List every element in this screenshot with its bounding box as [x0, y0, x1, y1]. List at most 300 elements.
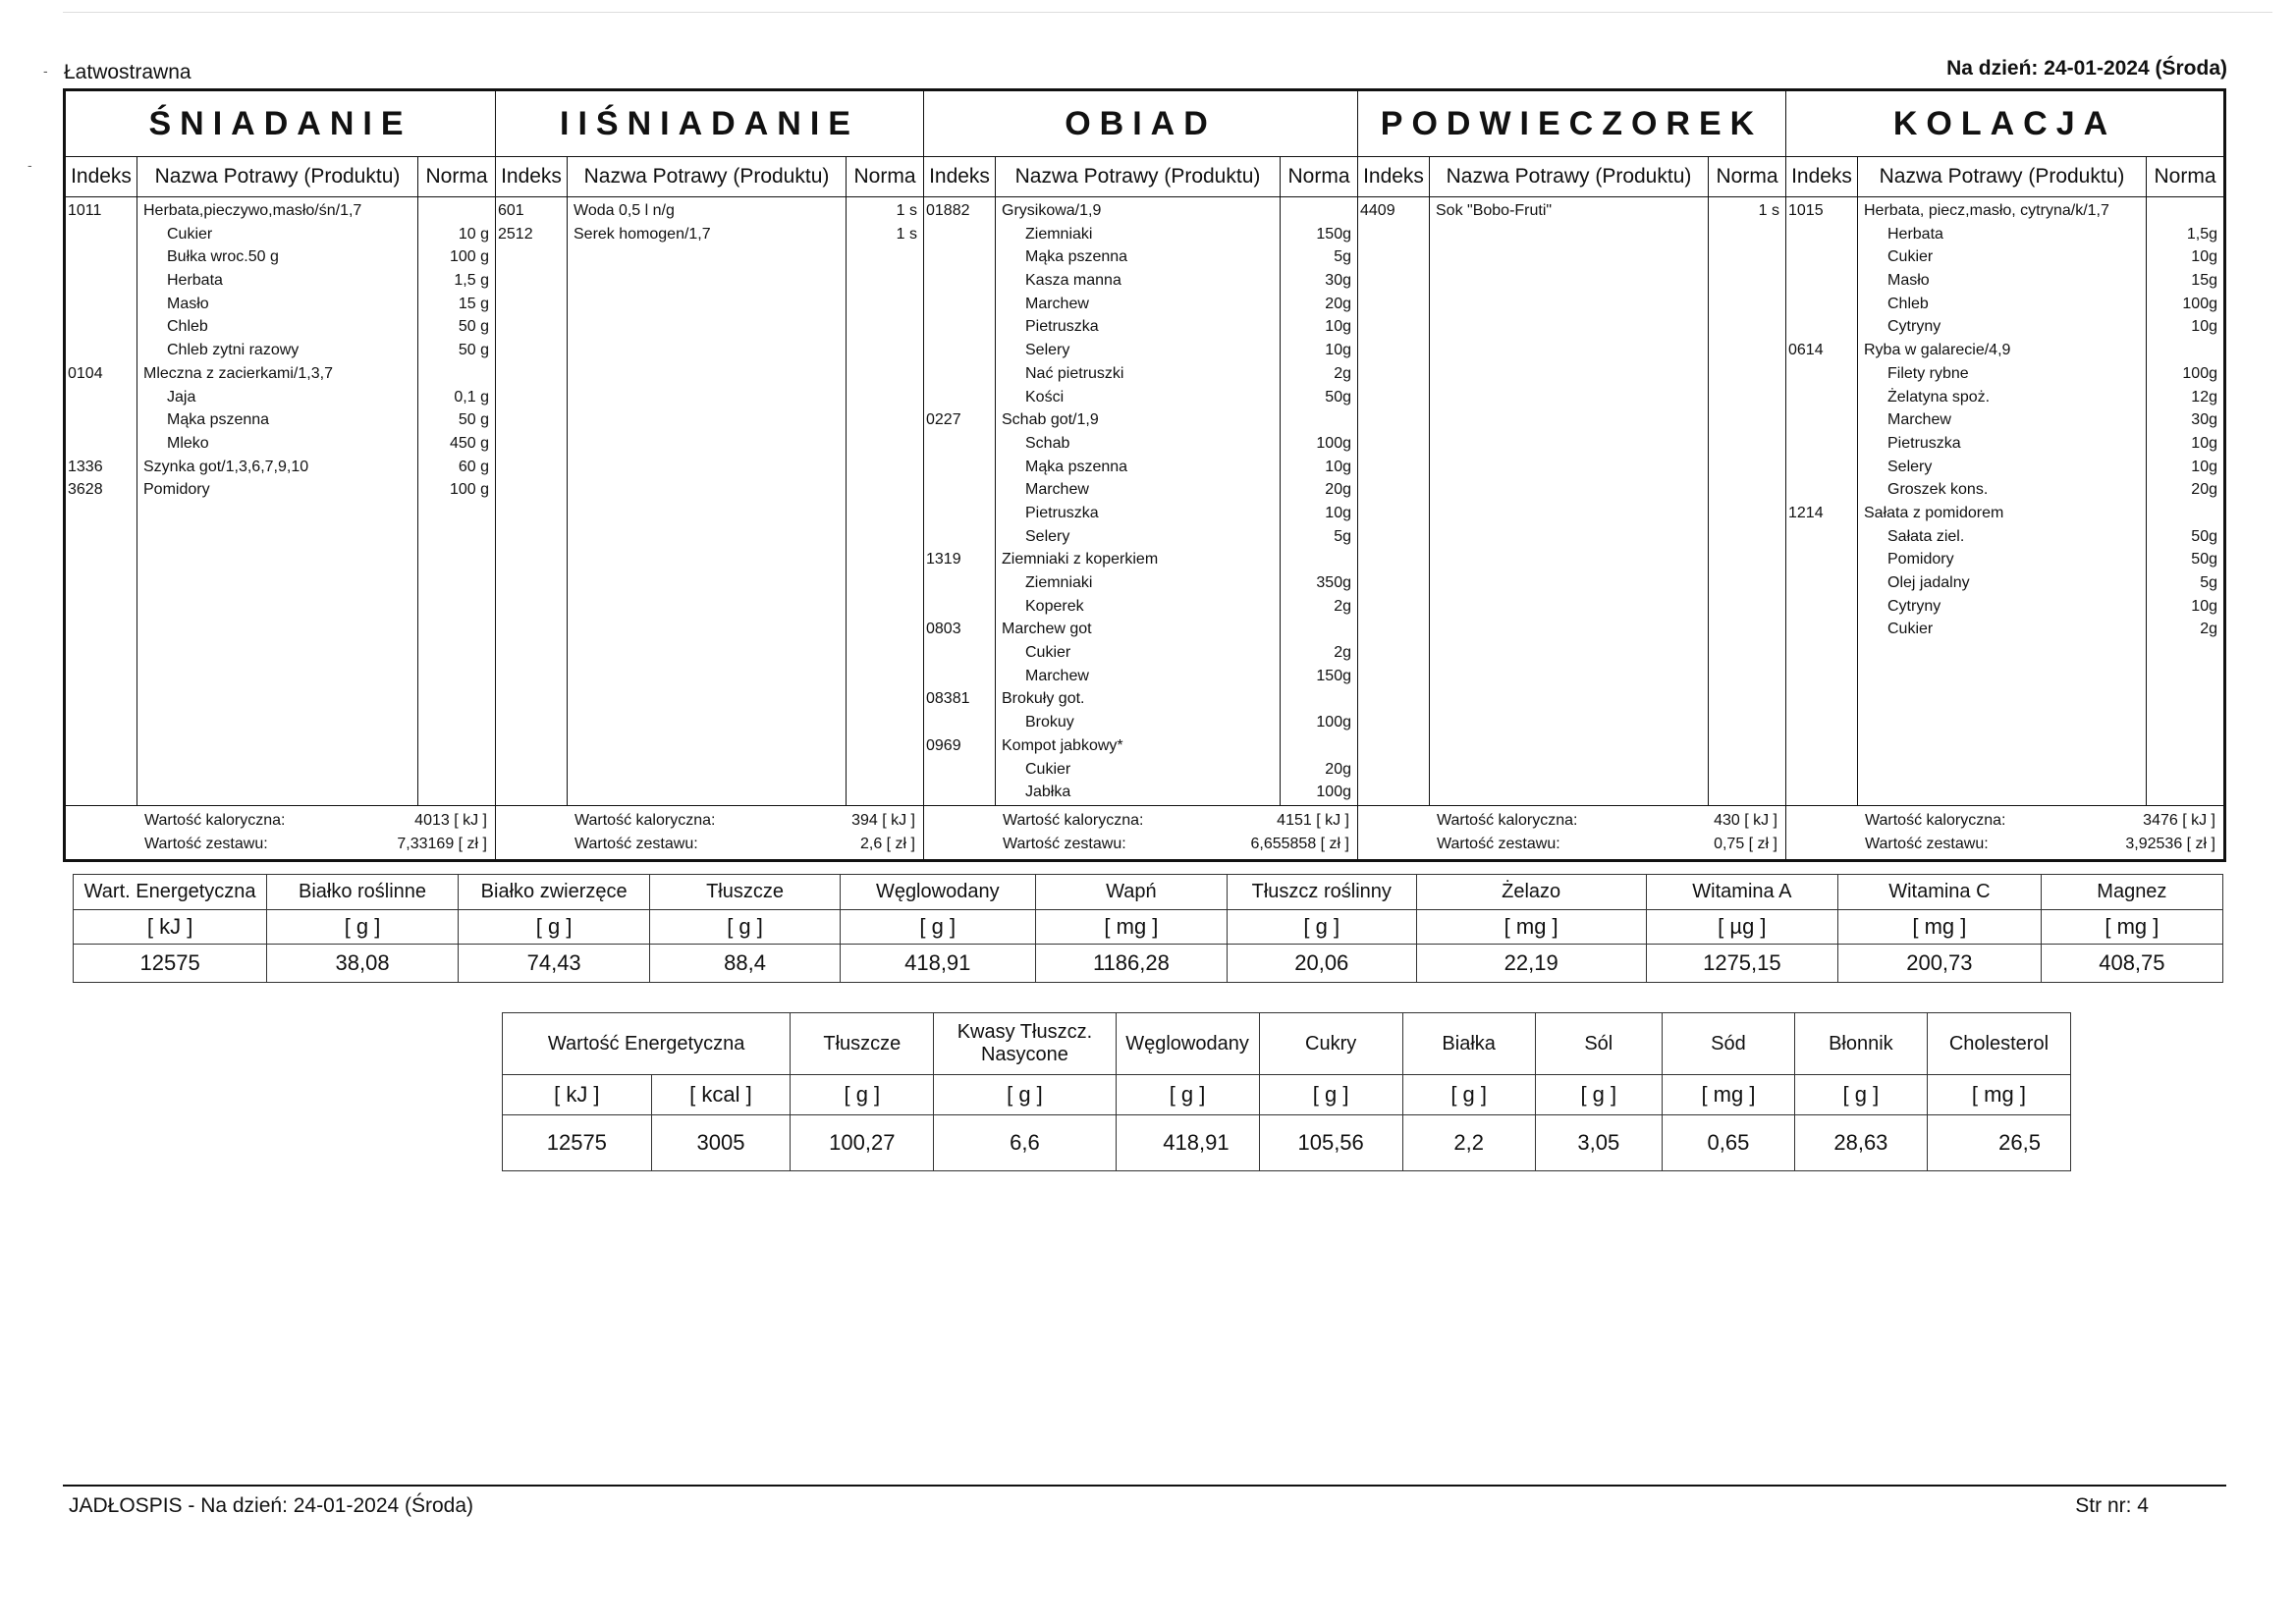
ingredient-name: Mąka pszenna [1025, 248, 1128, 266]
meal-item-row [924, 548, 1357, 571]
dish-name: Ryba w galarecie/4,9 [1864, 342, 2011, 359]
item-index [1786, 456, 1858, 479]
ingredient-name: Ziemniaki [1025, 574, 1093, 591]
label-unit-cell: [ mg ] [1662, 1075, 1794, 1115]
nutrient-unit-cell: [ µg ] [1646, 910, 1837, 945]
item-index [924, 641, 996, 665]
item-index [1786, 293, 1858, 316]
meal-item-row [1786, 269, 2223, 293]
label-header-cell: Cukry [1259, 1013, 1402, 1075]
kcal-value: 394 [ kJ ] [851, 812, 915, 829]
cost-value: 6,655858 [ zł ] [1250, 836, 1349, 852]
ingredient-name: Ziemniaki [1025, 225, 1093, 243]
item-norm: 10g [2191, 434, 2217, 452]
item-index [1786, 408, 1858, 432]
meal-item-row [1786, 223, 2223, 246]
cost-label: Wartość zestawu: [144, 836, 268, 852]
item-index [66, 223, 137, 246]
scan-mark: - [43, 63, 48, 79]
item-index [924, 269, 996, 293]
dish-name: Serek homogen/1,7 [574, 225, 711, 243]
label-value-cell: 28,63 [1794, 1115, 1927, 1171]
ingredient-name: Bułka wroc.50 g [167, 248, 279, 266]
item-index: 1319 [926, 551, 961, 568]
ingredient-name: Mąka pszenna [167, 411, 270, 429]
nutrient-unit-cell: [ mg ] [1035, 910, 1227, 945]
meal-item-row [1358, 199, 1785, 223]
item-index [924, 595, 996, 619]
meal-summary [496, 806, 923, 859]
label-header-cell: Tłuszcze [791, 1013, 934, 1075]
item-index: 1011 [68, 202, 102, 219]
item-norm: 100 g [449, 481, 489, 499]
item-norm: 10g [2191, 248, 2217, 266]
meal-item-row [924, 641, 1357, 665]
label-value-cell: 418,91 [1116, 1115, 1259, 1171]
nutrient-header-cell: Wapń [1035, 875, 1227, 910]
dish-name: Mleczna z zacierkami/1,3,7 [143, 364, 333, 382]
meal-item-row [924, 734, 1357, 758]
kcal-value: 4013 [ kJ ] [414, 812, 487, 829]
ingredient-name: Cukier [1025, 644, 1071, 662]
ingredient-name: Cukier [1025, 760, 1071, 778]
item-index [1786, 618, 1858, 641]
item-index [1786, 386, 1858, 409]
nutrient-unit-cell: [ g ] [1227, 910, 1416, 945]
item-norm: 30g [1325, 272, 1351, 290]
column-divider [496, 197, 568, 805]
meal-item-row [66, 199, 495, 223]
meal-item-row [924, 595, 1357, 619]
nutrient-header-cell: Witamina A [1646, 875, 1837, 910]
ingredient-name: Chleb [1887, 295, 1929, 312]
nutrient-header-cell: Wart. Energetyczna [74, 875, 267, 910]
column-headers [924, 157, 1357, 197]
item-index: 08381 [926, 690, 970, 708]
item-norm: 100g [1316, 434, 1351, 452]
meal-title: PODWIECZOREK [1358, 91, 1785, 157]
meal-section [924, 91, 1358, 859]
label-unit-cell: [ g ] [1259, 1075, 1402, 1115]
meal-items [66, 197, 495, 806]
dish-name: Kompot jabkowy* [1002, 736, 1123, 754]
column-headers [1358, 157, 1785, 197]
item-index [924, 245, 996, 269]
item-index [924, 315, 996, 339]
item-norm: 350g [1316, 574, 1351, 591]
item-norm: 0,1 g [454, 388, 489, 406]
label-header-cell: Błonnik [1794, 1013, 1927, 1075]
column-divider [1430, 197, 1709, 805]
item-norm: 10g [1325, 318, 1351, 336]
item-norm: 12g [2191, 388, 2217, 406]
nutrient-value-cell: 88,4 [650, 945, 840, 983]
ingredient-name: Pietruszka [1025, 318, 1099, 336]
meal-title: OBIAD [924, 91, 1357, 157]
label-value-cell: 12575 [503, 1115, 652, 1171]
column-header-index: Indeks [66, 157, 137, 196]
item-norm: 2g [1334, 597, 1351, 615]
item-index [924, 456, 996, 479]
nutrient-header-cell: Tłuszcz roślinny [1227, 875, 1416, 910]
nutrient-header-cell: Magnez [2041, 875, 2222, 910]
item-index [924, 525, 996, 549]
nutrient-header-cell: Węglowodany [840, 875, 1035, 910]
meal-item-row [924, 571, 1357, 595]
meal-item-row [1786, 571, 2223, 595]
ingredient-name: Schab [1025, 434, 1070, 452]
item-index [1786, 525, 1858, 549]
cost-value: 0,75 [ zł ] [1714, 836, 1777, 852]
meal-item-row [924, 687, 1357, 711]
column-header-index: Indeks [924, 157, 996, 196]
item-norm [1281, 408, 1357, 432]
ingredient-name: Kasza manna [1025, 272, 1121, 290]
item-norm: 1 s [896, 225, 917, 243]
label-header-cell: Wartość Energetyczna [503, 1013, 791, 1075]
nutrient-unit-cell: [ g ] [458, 910, 650, 945]
meal-title: ŚNIADANIE [66, 91, 495, 157]
meal-item-row [496, 223, 923, 246]
label-row-values [503, 1115, 2071, 1171]
item-norm: 100g [1316, 714, 1351, 731]
item-norm: 10g [2191, 318, 2217, 336]
footer-rule [63, 1485, 2226, 1487]
item-norm [2147, 339, 2223, 362]
ingredient-name: Cukier [1887, 248, 1934, 266]
item-norm [418, 362, 495, 386]
nutrient-unit-cell: [ g ] [840, 910, 1035, 945]
item-norm: 50 g [458, 318, 489, 336]
item-index [1786, 245, 1858, 269]
item-norm: 10 g [458, 225, 489, 243]
column-divider [847, 197, 923, 805]
column-headers [1786, 157, 2223, 197]
meal-item-row [924, 456, 1357, 479]
meal-item-row [66, 315, 495, 339]
meal-item-row [924, 758, 1357, 782]
column-divider [1709, 197, 1785, 805]
dish-name: Woda 0,5 l n/g [574, 202, 675, 219]
ingredient-name: Jaja [167, 388, 196, 406]
column-header-name: Nazwa Potrawy (Produktu) [137, 157, 418, 196]
ingredient-name: Pietruszka [1887, 434, 1961, 452]
dish-name: Szynka got/1,3,6,7,9,10 [143, 458, 309, 475]
nutrient-unit-cell: [ g ] [650, 910, 840, 945]
kcal-label: Wartość kaloryczna: [1865, 812, 2006, 829]
nutrient-value-cell: 408,75 [2041, 945, 2222, 983]
ingredient-name: Mleko [167, 434, 209, 452]
meal-summary [924, 806, 1357, 859]
meal-item-row [924, 386, 1357, 409]
label-unit-cell: [ kcal ] [651, 1075, 791, 1115]
ingredient-name: Jabłka [1025, 784, 1071, 801]
label-unit-cell: [ g ] [1535, 1075, 1662, 1115]
ingredient-name: Żelatyna spoż. [1887, 388, 1991, 406]
meal-item-row [1786, 293, 2223, 316]
item-norm: 30g [2191, 411, 2217, 429]
column-headers [496, 157, 923, 197]
menu-date: Na dzień: 24-01-2024 (Środa) [1946, 57, 2227, 80]
ingredient-name: Marchew [1025, 481, 1089, 499]
item-index [1786, 478, 1858, 502]
nutrient-header-cell: Żelazo [1416, 875, 1646, 910]
meal-item-row [1786, 362, 2223, 386]
label-header-cell: Sód [1662, 1013, 1794, 1075]
item-index: 1336 [68, 458, 103, 475]
meal-item-row [496, 199, 923, 223]
item-norm [1281, 199, 1357, 223]
nutrient-unit-cell: [ kJ ] [74, 910, 267, 945]
cost-value: 3,92536 [ zł ] [2125, 836, 2215, 852]
ingredient-name: Cukier [167, 225, 213, 243]
item-index [924, 571, 996, 595]
item-index: 0227 [926, 411, 961, 429]
dish-name: Sałata z pomidorem [1864, 504, 2004, 521]
item-index [1786, 548, 1858, 571]
nutrition-label-table [502, 1012, 2071, 1171]
column-header-norm: Norma [1287, 165, 1350, 188]
item-index [924, 339, 996, 362]
item-norm: 1,5g [2186, 225, 2217, 243]
item-index [924, 502, 996, 525]
cost-label: Wartość zestawu: [574, 836, 698, 852]
meal-items [1358, 197, 1785, 806]
meal-item-row [66, 408, 495, 432]
ingredient-name: Nać pietruszki [1025, 364, 1124, 382]
item-index [1786, 362, 1858, 386]
item-index [1786, 571, 1858, 595]
ingredient-name: Masło [1887, 272, 1930, 290]
meal-item-row [66, 386, 495, 409]
dish-name: Schab got/1,9 [1002, 411, 1099, 429]
column-header-name: Nazwa Potrawy (Produktu) [1430, 157, 1709, 196]
meal-item-row [924, 293, 1357, 316]
ingredient-name: Marchew [1887, 411, 1951, 429]
item-norm: 100g [2182, 295, 2217, 312]
nutrient-value-cell: 200,73 [1838, 945, 2042, 983]
item-index: 1015 [1788, 202, 1824, 219]
meal-summary [1786, 806, 2223, 859]
label-value-cell: 100,27 [791, 1115, 934, 1171]
nutrient-unit-cell: [ g ] [267, 910, 459, 945]
item-norm: 100g [2182, 364, 2217, 382]
item-norm: 20g [1325, 760, 1351, 778]
meal-item-row [924, 665, 1357, 688]
ingredient-name: Filety rybne [1887, 364, 1969, 382]
label-unit-cell: [ g ] [1402, 1075, 1535, 1115]
nutrient-unit-cell: [ mg ] [1416, 910, 1646, 945]
meal-item-row [1786, 525, 2223, 549]
item-index [66, 269, 137, 293]
item-index [66, 245, 137, 269]
nutrient-value-cell: 1275,15 [1646, 945, 1837, 983]
dish-name: Pomidory [143, 481, 210, 499]
meal-item-row [1786, 245, 2223, 269]
item-norm: 1,5 g [454, 272, 489, 290]
item-index [924, 711, 996, 734]
ingredient-name: Cytryny [1887, 597, 1941, 615]
column-header-name: Nazwa Potrawy (Produktu) [568, 157, 847, 196]
ingredient-name: Chleb [167, 318, 208, 336]
dish-name: Marchew got [1002, 621, 1092, 638]
label-header-cell: Sól [1535, 1013, 1662, 1075]
item-index [66, 293, 137, 316]
nutrient-header-cell: Witamina C [1838, 875, 2042, 910]
label-value-cell: 0,65 [1662, 1115, 1794, 1171]
ingredient-name: Olej jadalny [1887, 574, 1970, 591]
column-header-index: Indeks [1358, 157, 1430, 196]
item-norm [1281, 687, 1357, 711]
meal-item-row [924, 245, 1357, 269]
item-norm: 15g [2191, 272, 2217, 290]
nutrient-value-cell: 74,43 [458, 945, 650, 983]
kcal-label: Wartość kaloryczna: [1437, 812, 1578, 829]
item-index: 0803 [926, 621, 961, 638]
nutrient-unit-cell: [ mg ] [1838, 910, 2042, 945]
item-norm: 60 g [458, 458, 489, 475]
label-header-cell: Kwasy Tłuszcz. Nasycone [934, 1013, 1116, 1075]
dish-name: Ziemniaki z koperkiem [1002, 551, 1159, 568]
label-header-cell: Białka [1402, 1013, 1535, 1075]
column-header-norm: Norma [2154, 165, 2216, 188]
meal-item-row [924, 432, 1357, 456]
cost-value: 2,6 [ zł ] [859, 836, 915, 852]
item-norm [1281, 548, 1357, 571]
item-index [1786, 315, 1858, 339]
item-norm [1281, 734, 1357, 758]
label-header-cell: Węglowodany [1116, 1013, 1259, 1075]
item-norm: 1 s [896, 202, 917, 219]
meal-item-row [1786, 502, 2223, 525]
ingredient-name: Pomidory [1887, 551, 1954, 568]
item-norm: 20g [2191, 481, 2217, 499]
ingredient-name: Herbata [1887, 225, 1943, 243]
meal-section [496, 91, 924, 859]
ingredient-name: Marchew [1025, 667, 1089, 684]
item-norm: 10g [2191, 597, 2217, 615]
meal-item-row [1786, 456, 2223, 479]
item-norm: 100g [1316, 784, 1351, 801]
meal-section [1786, 91, 2223, 859]
item-index [924, 758, 996, 782]
kcal-value: 4151 [ kJ ] [1277, 812, 1349, 829]
ingredient-name: Brokuy [1025, 714, 1074, 731]
dish-name: Sok "Bobo-Fruti" [1436, 202, 1553, 219]
item-index [924, 665, 996, 688]
ingredient-name: Masło [167, 295, 209, 312]
page-number: Str nr: 4 [2075, 1494, 2149, 1517]
ingredient-name: Herbata [167, 272, 223, 290]
column-header-norm: Norma [853, 165, 916, 188]
item-norm: 50g [1325, 388, 1351, 406]
item-index [66, 386, 137, 409]
kcal-value: 430 [ kJ ] [1714, 812, 1777, 829]
meal-item-row [66, 293, 495, 316]
meal-item-row [66, 456, 495, 479]
label-value-cell: 6,6 [934, 1115, 1116, 1171]
meal-item-row [66, 245, 495, 269]
meal-item-row [924, 502, 1357, 525]
item-index: 2512 [498, 225, 533, 243]
item-norm: 5g [2200, 574, 2217, 591]
kcal-label: Wartość kaloryczna: [144, 812, 286, 829]
item-norm: 450 g [449, 434, 489, 452]
scan-mark: - [27, 157, 32, 173]
item-index [924, 781, 996, 804]
item-norm: 2g [1334, 644, 1351, 662]
diet-name: Łatwostrawna [64, 61, 191, 83]
ingredient-name: Koperek [1025, 597, 1084, 615]
meal-item-row [1786, 386, 2223, 409]
ingredient-name: Selery [1025, 342, 1070, 359]
item-index [1786, 269, 1858, 293]
item-norm: 15 g [458, 295, 489, 312]
item-index [924, 293, 996, 316]
kcal-label: Wartość kaloryczna: [1003, 812, 1144, 829]
dish-name: Herbata,pieczywo,masło/śn/1,7 [143, 202, 362, 219]
nutrient-row-headers [74, 875, 2223, 910]
meal-item-row [924, 339, 1357, 362]
meal-item-row [924, 362, 1357, 386]
item-index [924, 223, 996, 246]
ingredient-name: Selery [1887, 458, 1933, 475]
item-index [924, 432, 996, 456]
nutrient-row-values [74, 945, 2223, 983]
column-header-norm: Norma [425, 165, 488, 188]
item-index [66, 408, 137, 432]
item-norm: 1 s [1758, 202, 1779, 219]
meal-section [66, 91, 496, 859]
item-index [66, 432, 137, 456]
column-header-norm: Norma [1716, 165, 1778, 188]
label-unit-cell: [ kJ ] [503, 1075, 652, 1115]
ingredient-name: Sałata ziel. [1887, 527, 1965, 545]
nutrient-summary-table [73, 874, 2223, 983]
item-norm: 50g [2191, 527, 2217, 545]
column-headers [66, 157, 495, 197]
item-norm: 10g [1325, 342, 1351, 359]
ingredient-name: Cukier [1887, 621, 1934, 638]
meal-item-row [66, 432, 495, 456]
meal-item-row [1786, 548, 2223, 571]
item-norm: 10g [1325, 504, 1351, 521]
meal-item-row [1786, 199, 2223, 223]
item-norm: 50g [2191, 551, 2217, 568]
item-norm: 50 g [458, 411, 489, 429]
nutrient-row-units [74, 910, 2223, 945]
cost-value: 7,33169 [ zł ] [397, 836, 487, 852]
item-index [66, 339, 137, 362]
column-divider [568, 197, 847, 805]
item-index: 4409 [1360, 202, 1395, 219]
meal-item-row [1786, 478, 2223, 502]
meal-items [924, 197, 1357, 806]
item-index [924, 362, 996, 386]
label-value-cell: 3005 [651, 1115, 791, 1171]
nutrient-value-cell: 38,08 [267, 945, 459, 983]
kcal-value: 3476 [ kJ ] [2143, 812, 2215, 829]
kcal-label: Wartość kaloryczna: [574, 812, 716, 829]
ingredient-name: Selery [1025, 527, 1070, 545]
dish-name: Herbata, piecz,masło, cytryna/k/1,7 [1864, 202, 2109, 219]
item-index: 0614 [1788, 342, 1824, 359]
footer-title: JADŁOSPIS - Na dzień: 24-01-2024 (Środa) [69, 1494, 474, 1517]
meal-summary [66, 806, 495, 859]
ingredient-name: Marchew [1025, 295, 1089, 312]
label-value-cell: 3,05 [1535, 1115, 1662, 1171]
item-norm: 10g [1325, 458, 1351, 475]
